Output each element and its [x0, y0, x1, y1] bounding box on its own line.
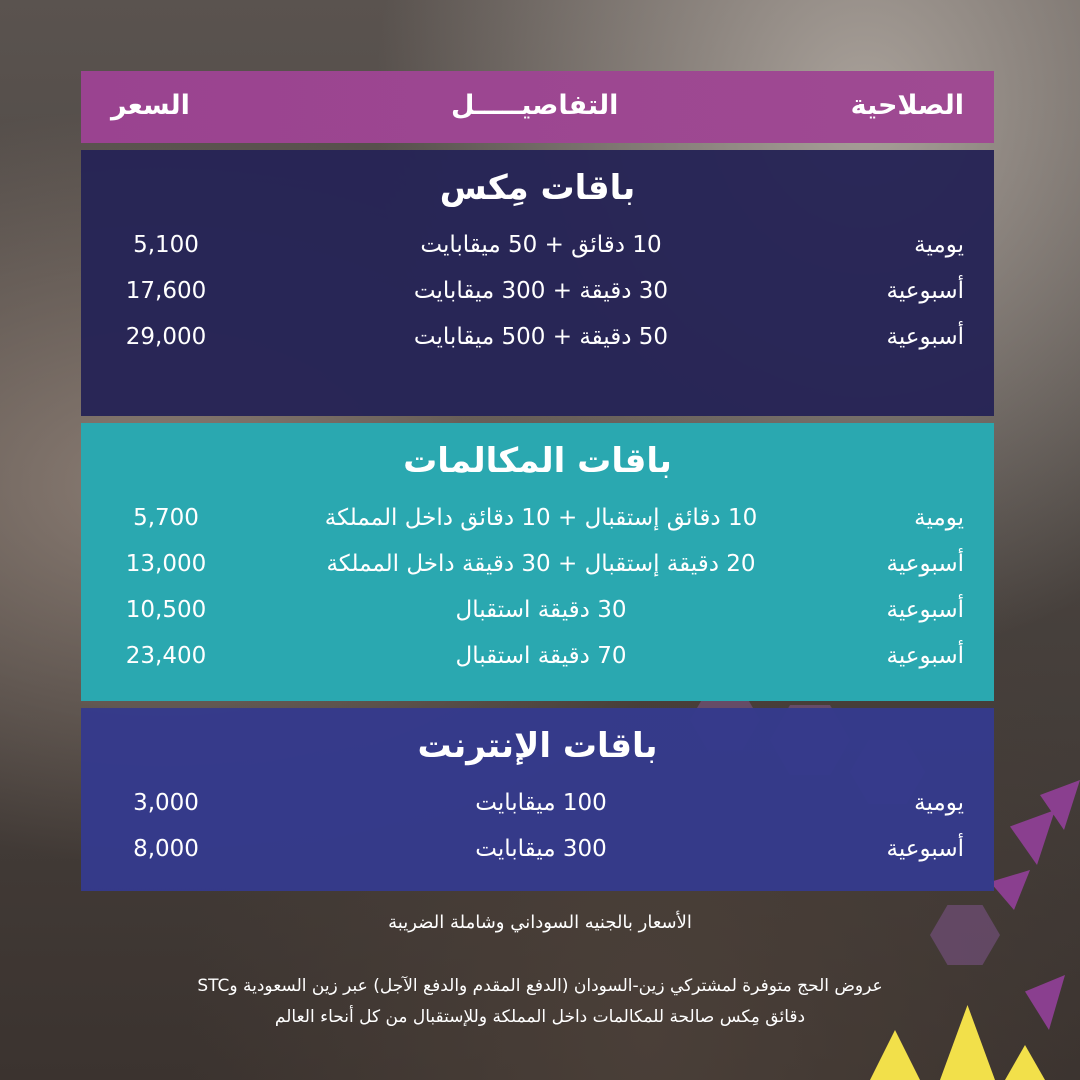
table-row	[81, 643, 994, 683]
price-cell: 23,400	[125, 643, 207, 669]
details-cell: 50 دقيقة + 500 ميقابايت	[413, 324, 669, 350]
details-cell: 10 دقائق + 50 ميقابايت	[420, 232, 662, 258]
details-cell: 70 دقيقة استقبال	[455, 643, 627, 669]
table-row	[81, 597, 994, 637]
details-cell: 100 ميقابايت	[475, 790, 607, 816]
details-cell: 30 دقيقة + 300 ميقابايت	[413, 278, 669, 304]
validity-cell: يومية	[914, 790, 964, 816]
table-row	[81, 505, 994, 545]
section-title: باقات المكالمات	[403, 441, 672, 481]
validity-cell: أسبوعية	[886, 551, 964, 577]
price-cell: 17,600	[125, 278, 207, 304]
table-row	[81, 551, 994, 591]
hajj-offer-note: عروض الحج متوفرة لمشتركي زين-السودان (الدفع المقدم والدفع الآجل) عبر زين السعودية وSTC	[197, 976, 883, 996]
currency-note: الأسعار بالجنيه السوداني وشاملة الضريبة	[388, 912, 692, 933]
table-row	[81, 324, 994, 364]
table-row	[81, 232, 994, 272]
details-cell: 30 دقيقة استقبال	[455, 597, 627, 623]
background-star-shard	[1005, 1045, 1045, 1080]
background-star-shard	[870, 1030, 920, 1080]
details-column-header: التفاصيـــــل	[451, 90, 619, 121]
mix-packages-section	[81, 150, 994, 416]
validity-cell: أسبوعية	[886, 597, 964, 623]
validity-cell: أسبوعية	[886, 278, 964, 304]
validity-cell: أسبوعية	[886, 836, 964, 862]
price-cell: 5,100	[133, 232, 199, 258]
validity-cell: يومية	[914, 232, 964, 258]
price-cell: 5,700	[133, 505, 199, 531]
internet-packages-section	[81, 708, 994, 891]
table-header	[81, 71, 994, 143]
section-title: باقات الإنترنت	[417, 726, 658, 766]
price-cell: 10,500	[125, 597, 207, 623]
mix-minutes-note: دقائق مِكس صالحة للمكالمات داخل المملكة وللإستقبال من كل أنحاء العالم	[274, 1007, 806, 1027]
table-row	[81, 790, 994, 830]
price-column-header: السعر	[111, 90, 190, 121]
validity-cell: يومية	[914, 505, 964, 531]
price-cell: 8,000	[133, 836, 199, 862]
table-row	[81, 836, 994, 876]
calls-packages-section	[81, 423, 994, 701]
details-cell: 300 ميقابايت	[475, 836, 607, 862]
details-cell: 10 دقائق إستقبال + 10 دقائق داخل المملكة	[324, 505, 758, 531]
validity-column-header: الصلاحية	[850, 90, 964, 121]
section-title: باقات مِكس	[439, 168, 636, 208]
background-star-shard	[1010, 810, 1055, 865]
validity-cell: أسبوعية	[886, 643, 964, 669]
validity-cell: أسبوعية	[886, 324, 964, 350]
price-cell: 29,000	[125, 324, 207, 350]
price-cell: 3,000	[133, 790, 199, 816]
table-row	[81, 278, 994, 318]
price-cell: 13,000	[125, 551, 207, 577]
details-cell: 20 دقيقة إستقبال + 30 دقيقة داخل المملكة	[326, 551, 756, 577]
background-star-shard	[990, 870, 1030, 910]
